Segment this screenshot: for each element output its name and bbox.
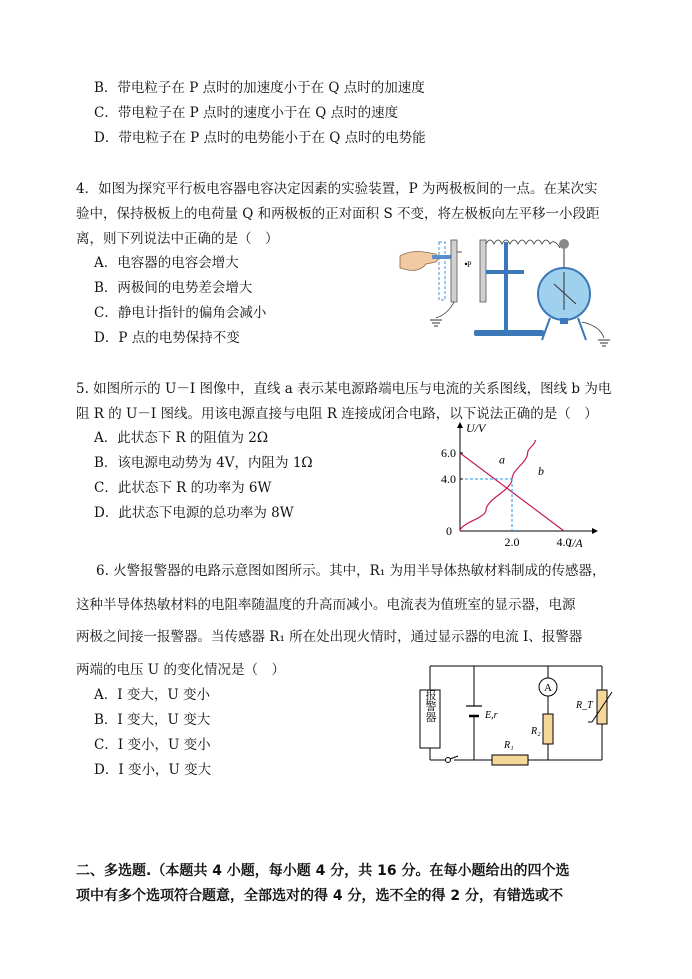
x-axis-arrow [592,528,598,534]
series-b-line [460,440,535,531]
q5-option-d: D．此状态下电源的总功率为 8W [94,505,294,521]
q4-option-a: A．电容器的电容会增大 [94,255,239,271]
q6-stem-line-4: 两端的电压 U 的变化情况是（ ） [76,662,285,678]
q4-stem-line-2: 验中，保持极板上的电荷量 Q 和两极板的正对面积 S 不变，将左极板向左平移一小段距 [76,206,600,222]
q4-option-c: C．静电计指针的偏角会减小 [94,305,267,321]
q3-option-d: D．带电粒子在 P 点时的电势能小于在 Q 点时的电势能 [94,130,426,146]
rt-label: R_T [576,700,593,711]
q4-stem-line-3: 离，则下列说法中正确的是（ ） [76,231,279,247]
q6-option-c: C．I 变小，U 变小 [94,737,211,753]
point-p-label: P [467,260,472,269]
series-a-label: a [499,452,505,467]
x-tick-label: 4.0 [556,535,572,549]
fire-alarm-circuit [414,662,614,772]
q3-option-b: B．带电粒子在 P 点时的加速度小于在 Q 点时的加速度 [94,80,425,96]
u-i-graph [428,420,600,552]
q5-option-a: A．此状态下 R 的阻值为 2Ω [94,430,269,446]
source-label: E,r [485,710,498,721]
origin-label: 0 [446,524,452,538]
alarm-label: 报警器 [424,689,436,723]
q3-option-c: C．带电粒子在 P 点时的速度小于在 Q 点时的速度 [94,105,399,121]
q6-stem-line-2: 这种半导体热敏材料的电阻率随温度的升高而减小。电流表为值班室的显示器，电源 [76,597,576,613]
q5-stem-line-2: 阻 R 的 U－I 图线。用该电源直接与电阻 R 连接成闭合电路，以下说法正确的是（ ） [76,406,598,422]
r1-label: R₁ [504,740,514,751]
q5-option-c: C．此状态下 R 的功率为 6W [94,480,272,496]
y-axis-arrow [457,422,463,428]
section2-heading-line-1: 二、多选题.（本题共 4 小题，每小题 4 分，共 16 分。在每小题给出的四个选 [76,863,570,879]
q6-option-d: D．I 变小，U 变大 [94,762,212,778]
q6-stem-line-3: 两极之间接一报警器。当传感器 R₁ 所在处出现火情时，通过显示器的电流 I、报警器 [76,629,583,645]
q6-option-a: A．I 变大，U 变小 [94,687,211,703]
q5-stem-line-1: 5. 如图所示的 U－I 图像中，直线 a 表示某电源路端电压与电流的关系图线，图线 b 为电 [76,381,612,397]
q4-stem-line-1: 4．如图为探究平行板电容器电容决定因素的实验装置，P 为两极板间的一点。在某次实 [76,181,598,197]
q6-option-b: B．I 变大，U 变大 [94,712,211,728]
r2-label: R₂ [531,726,541,737]
x-axis-label: I/A [568,536,583,550]
ammeter-label: A [544,682,552,694]
y-tick-label: 6.0 [441,446,456,460]
y-tick-label: 4.0 [441,472,456,486]
y-axis-label: U/V [466,421,486,435]
q4-option-d: D．P 点的电势保持不变 [94,330,240,346]
q4-option-b: B．两极间的电势差会增大 [94,280,253,296]
series-b-label: b [538,464,544,479]
q5-option-b: B．该电源电动势为 4V，内阻为 1Ω [94,455,313,471]
x-tick-label: 2.0 [504,535,520,549]
capacitor-apparatus-figure [396,222,618,352]
section2-heading-line-2: 项中有多个选项符合题意，全部选对的得 4 分，选不全的得 2 分，有错选或不 [76,888,563,904]
q6-stem-line-1: 6. 火警报警器的电路示意图如图所示。其中，R₁ 为用半导体热敏材料制成的传感器， [96,563,606,579]
